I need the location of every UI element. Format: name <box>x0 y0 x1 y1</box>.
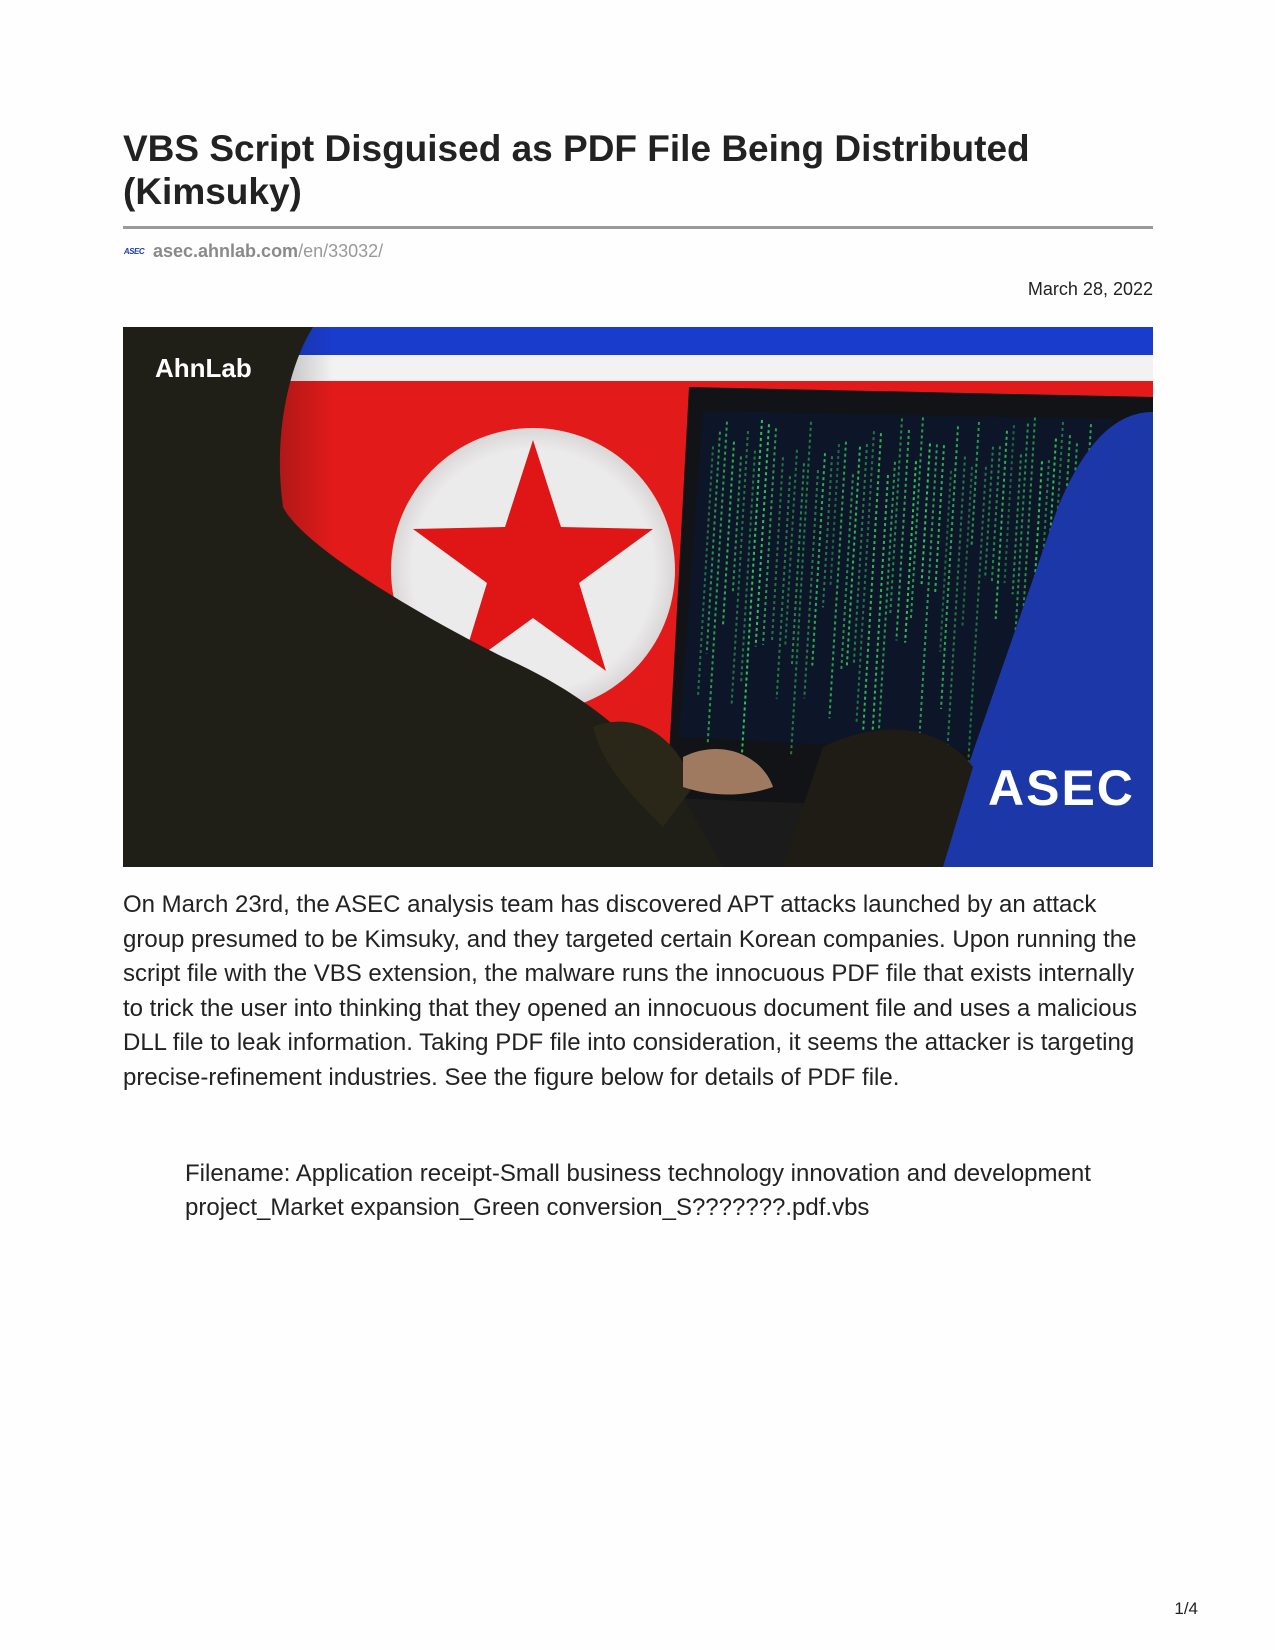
title-divider <box>123 226 1153 229</box>
source-domain[interactable]: asec.ahnlab.com <box>153 240 299 261</box>
hero-image <box>123 327 1153 867</box>
asec-logo: ASEC <box>988 760 1135 816</box>
page-number: 1/4 <box>1174 1599 1198 1618</box>
source-path[interactable]: /en/33032/ <box>298 240 384 261</box>
article-paragraph: On March 23rd, the ASEC analysis team has discovered APT attacks launched by an attack group presumed to be Kimsuky, and they targeted certain Korean companies. Upon running the script file with the VBS extension, the malware runs the innocuous PDF file that exists internally to trick the user into thinking that they opened an innocuous document file and uses a malicious DLL file to leak information. Taking PDF file into consideration, it seems the attacker is targeting precise-refinement industries. See the figure below for details of PDF file. <box>123 891 1137 1091</box>
publish-date: March 28, 2022 <box>1027 279 1153 299</box>
article-title: VBS Script Disguised as PDF File Being Distributed (Kimsuky) <box>123 128 1030 212</box>
source-link[interactable] <box>123 240 383 262</box>
asec-favicon-icon: ASEC <box>123 246 145 256</box>
ahnlab-logo: AhnLab <box>155 353 252 383</box>
filename-line: Filename: Application receipt-Small business technology innovation and development project_Market expansion_Green conversion_S???????.pdf.vbs <box>185 1160 1091 1221</box>
